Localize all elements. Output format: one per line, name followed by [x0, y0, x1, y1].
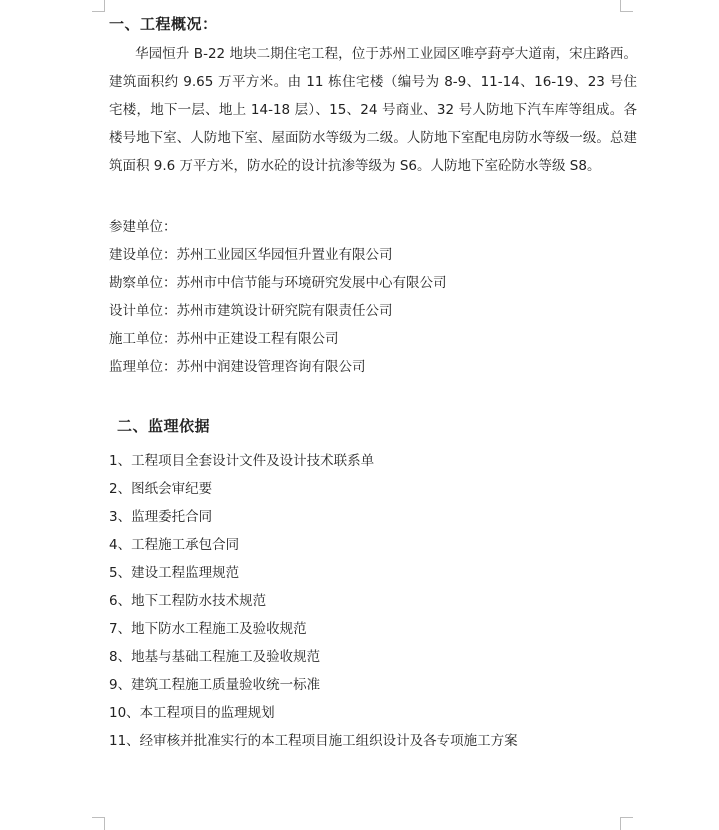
participant-line: 建设单位：苏州工业园区华园恒升置业有限公司: [109, 247, 393, 263]
participant-line: 设计单位：苏州市建筑设计研究院有限责任公司: [109, 303, 393, 319]
section-heading-overview: 一、工程概况：: [109, 15, 218, 33]
overview-paragraph: [109, 40, 637, 180]
section-heading-basis: 二、监理依据: [117, 417, 211, 435]
crop-mark-top-left: [92, 0, 105, 12]
basis-list-item: 9、建筑工程施工质量验收统一标准: [109, 677, 321, 693]
basis-list-item: 5、建设工程监理规范: [109, 565, 240, 581]
participant-line: 监理单位：苏州中润建设管理咨询有限公司: [109, 359, 366, 375]
overview-text: 华园恒升 B-22 地块二期住宅工程，位于苏州工业园区唯亭葑亭大道南，宋庄路西。建筑面积约 9.65 万平方米。由 11 栋住宅楼（编号为 8-9、11-14、16-19、23 号住宅楼，地下一层、地上 14-18 层）、15、24 号商业、32 号人防地下汽车库等组成。各楼号地下室、人防地下室、屋面防水等级为二级。人防地下室配电房防水等级一级。总建筑面积 9.6 万平方米，防水砼的设计抗渗等级为 S6。人防地下室砼防水等级 S8。: [109, 46, 637, 174]
crop-mark-bottom-left: [92, 817, 105, 830]
basis-list-item: 10、本工程项目的监理规划: [109, 705, 275, 721]
basis-list-item: 1、工程项目全套设计文件及设计技术联系单: [109, 453, 375, 469]
crop-mark-bottom-right: [620, 817, 633, 830]
basis-list-item: 6、地下工程防水技术规范: [109, 593, 267, 609]
participant-line: 施工单位：苏州中正建设工程有限公司: [109, 331, 339, 347]
participant-line: 勘察单位：苏州市中信节能与环境研究发展中心有限公司: [109, 275, 447, 291]
basis-list-item: 2、图纸会审纪要: [109, 481, 213, 497]
basis-list-item: 3、监理委托合同: [109, 509, 213, 525]
basis-list-item: 7、地下防水工程施工及验收规范: [109, 621, 307, 637]
crop-mark-top-right: [620, 0, 633, 12]
basis-list-item: 8、地基与基础工程施工及验收规范: [109, 649, 321, 665]
basis-list-item: 4、工程施工承包合同: [109, 537, 240, 553]
basis-list-item: 11、经审核并批准实行的本工程项目施工组织设计及各专项施工方案: [109, 733, 518, 749]
participants-label: 参建单位：: [109, 219, 177, 235]
